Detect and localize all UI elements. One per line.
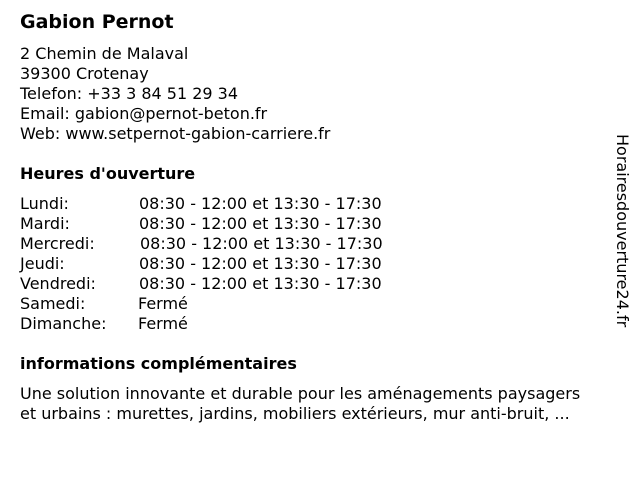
email-address: Email: gabion@pernot-beton.fr xyxy=(20,104,268,123)
day-label: Samedi: xyxy=(20,294,86,313)
day-label: Jeudi: xyxy=(20,254,65,273)
day-hours: 08:30 - 12:00 et 13:30 - 17:30 xyxy=(139,254,382,273)
city-address: 39300 Crotenay xyxy=(20,64,149,83)
info-line: et urbains : murettes, jardins, mobiliers extérieurs, mur anti-bruit, ... xyxy=(20,404,570,423)
info-heading: informations complémentaires xyxy=(20,354,297,373)
watermark-text: Horairesdouverture24.fr xyxy=(613,134,632,328)
site-watermark xyxy=(612,134,632,344)
day-label: Mardi: xyxy=(20,214,70,233)
street-address: 2 Chemin de Malaval xyxy=(20,44,189,63)
day-hours: Fermé xyxy=(138,314,188,333)
day-label: Dimanche: xyxy=(20,314,107,333)
hours-heading: Heures d'ouverture xyxy=(20,164,196,183)
day-hours: 08:30 - 12:00 et 13:30 - 17:30 xyxy=(140,234,383,253)
info-description xyxy=(20,384,580,424)
day-hours: Fermé xyxy=(138,294,188,313)
contact-block xyxy=(20,44,330,144)
website: Web: www.setpernot-gabion-carriere.fr xyxy=(20,124,331,143)
info-line: Une solution innovante et durable pour les aménagements paysagers xyxy=(20,384,581,403)
day-hours: 08:30 - 12:00 et 13:30 - 17:30 xyxy=(139,214,382,233)
day-hours: 08:30 - 12:00 et 13:30 - 17:30 xyxy=(139,194,382,213)
day-label: Vendredi: xyxy=(20,274,96,293)
phone-number: Telefon: +33 3 84 51 29 34 xyxy=(20,84,239,103)
day-label: Mercredi: xyxy=(20,234,95,253)
business-name: Gabion Pernot xyxy=(20,11,174,33)
day-label: Lundi: xyxy=(20,194,69,213)
day-hours: 08:30 - 12:00 et 13:30 - 17:30 xyxy=(139,274,382,293)
